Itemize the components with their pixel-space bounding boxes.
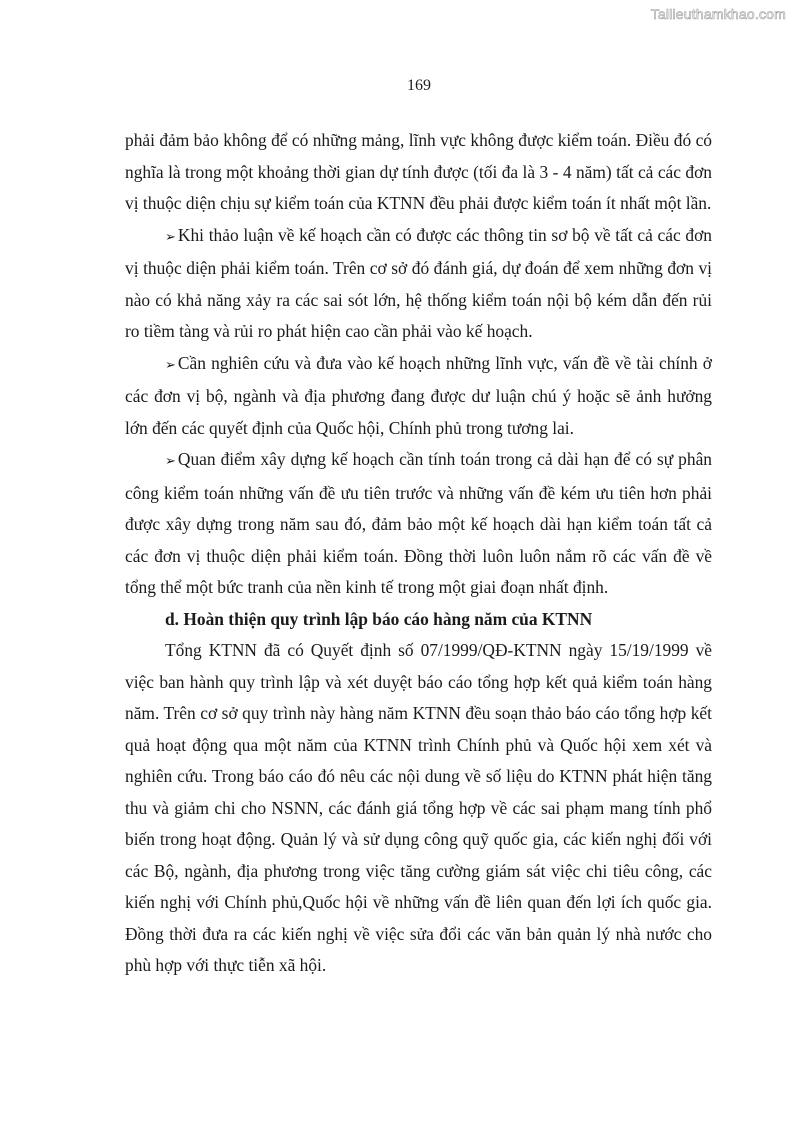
section-heading: d. Hoàn thiện quy trình lập báo cáo hàng năm của KTNN xyxy=(165,608,593,629)
bullet-text: Quan điểm xây dựng kế hoạch cần tính toán trong cả dài hạn để có sự phân công kiểm toán những vấn đề ưu tiên trước và những vấn đề kém ưu tiên hơn phải được xây dựng trong năm sau đó, đảm bảo một kế hoạch dài hạn kiểm toán tất cả các đơn vị thuộc diện phải kiểm toán. Đồng thời luôn luôn nắm rõ các vấn đề về tổng thể một bức tranh của nền kinh tế trong một giai đoạn nhất định. xyxy=(125,449,712,597)
bullet-item xyxy=(125,348,712,445)
arrow-bullet-icon: ➢ xyxy=(165,357,176,373)
section-paragraph: Tổng KTNN đã có Quyết định số 07/1999/QĐ-KTNN ngày 15/19/1999 về việc ban hành quy trình lập và xét duyệt báo cáo tổng hợp kết quả kiểm toán hàng năm. Trên cơ sở quy trình này hàng năm KTNN đều soạn thảo báo cáo tổng hợp kết quả hoạt động qua một năm của KTNN trình Chính phủ và Quốc hội xem xét và nghiên cứu. Trong báo cáo đó nêu các nội dung về số liệu do KTNN phát hiện tăng thu và giảm chi cho NSNN, các đánh giá tổng hợp về các sai phạm mang tính phổ biến trong hoạt động. Quản lý và sử dụng công quỹ quốc gia, các kiến nghị đối với các Bộ, ngành, địa phương trong việc tăng cường giám sát việc chi tiêu công, các kiến nghị với Chính phủ,Quốc hội về những vấn đề liên quan đến lợi ích quốc gia. Đồng thời đưa ra các kiến nghị về việc sửa đổi các văn bản quản lý nhà nước cho phù hợp với thực tiễn xã hội. xyxy=(125,640,712,975)
bullet-text: Khi thảo luận về kế hoạch cần có được các thông tin sơ bộ về tất cả các đơn vị thuộc diện phải kiểm toán. Trên cơ sở đó đánh giá, dự đoán để xem những đơn vị nào có khả năng xảy ra các sai sót lớn, hệ thống kiểm toán nội bộ kém dẫn đến rủi ro tiềm tàng và rủi ro phát hiện cao cần phải vào kế hoạch. xyxy=(125,224,712,341)
body-paragraph: phải đảm bảo không để có những mảng, lĩnh vực không được kiểm toán. Điều đó có nghĩa là trong một khoảng thời gian dự tính được (tối đa là 3 - 4 năm) tất cả các đơn vị thuộc diện chịu sự kiểm toán của KTNN đều phải được kiểm toán ít nhất một lần. xyxy=(125,130,712,213)
page-number: 169 xyxy=(407,77,431,94)
bullet-item xyxy=(125,444,712,604)
document-body xyxy=(125,125,712,982)
arrow-bullet-icon: ➢ xyxy=(165,454,176,469)
bullet-text: Cần nghiên cứu và đưa vào kế hoạch những lĩnh vực, vấn đề về tài chính ở các đơn vị bộ, ngành và địa phương đang được dư luận chú ý hoặc sẽ ảnh hưởng lớn đến các quyết định của Quốc hội, Chính phủ trong tương lai. xyxy=(125,352,712,438)
watermark-text: Tailieuthamkhao.com xyxy=(650,6,786,22)
arrow-bullet-icon: ➢ xyxy=(165,229,176,245)
bullet-item xyxy=(125,220,712,348)
